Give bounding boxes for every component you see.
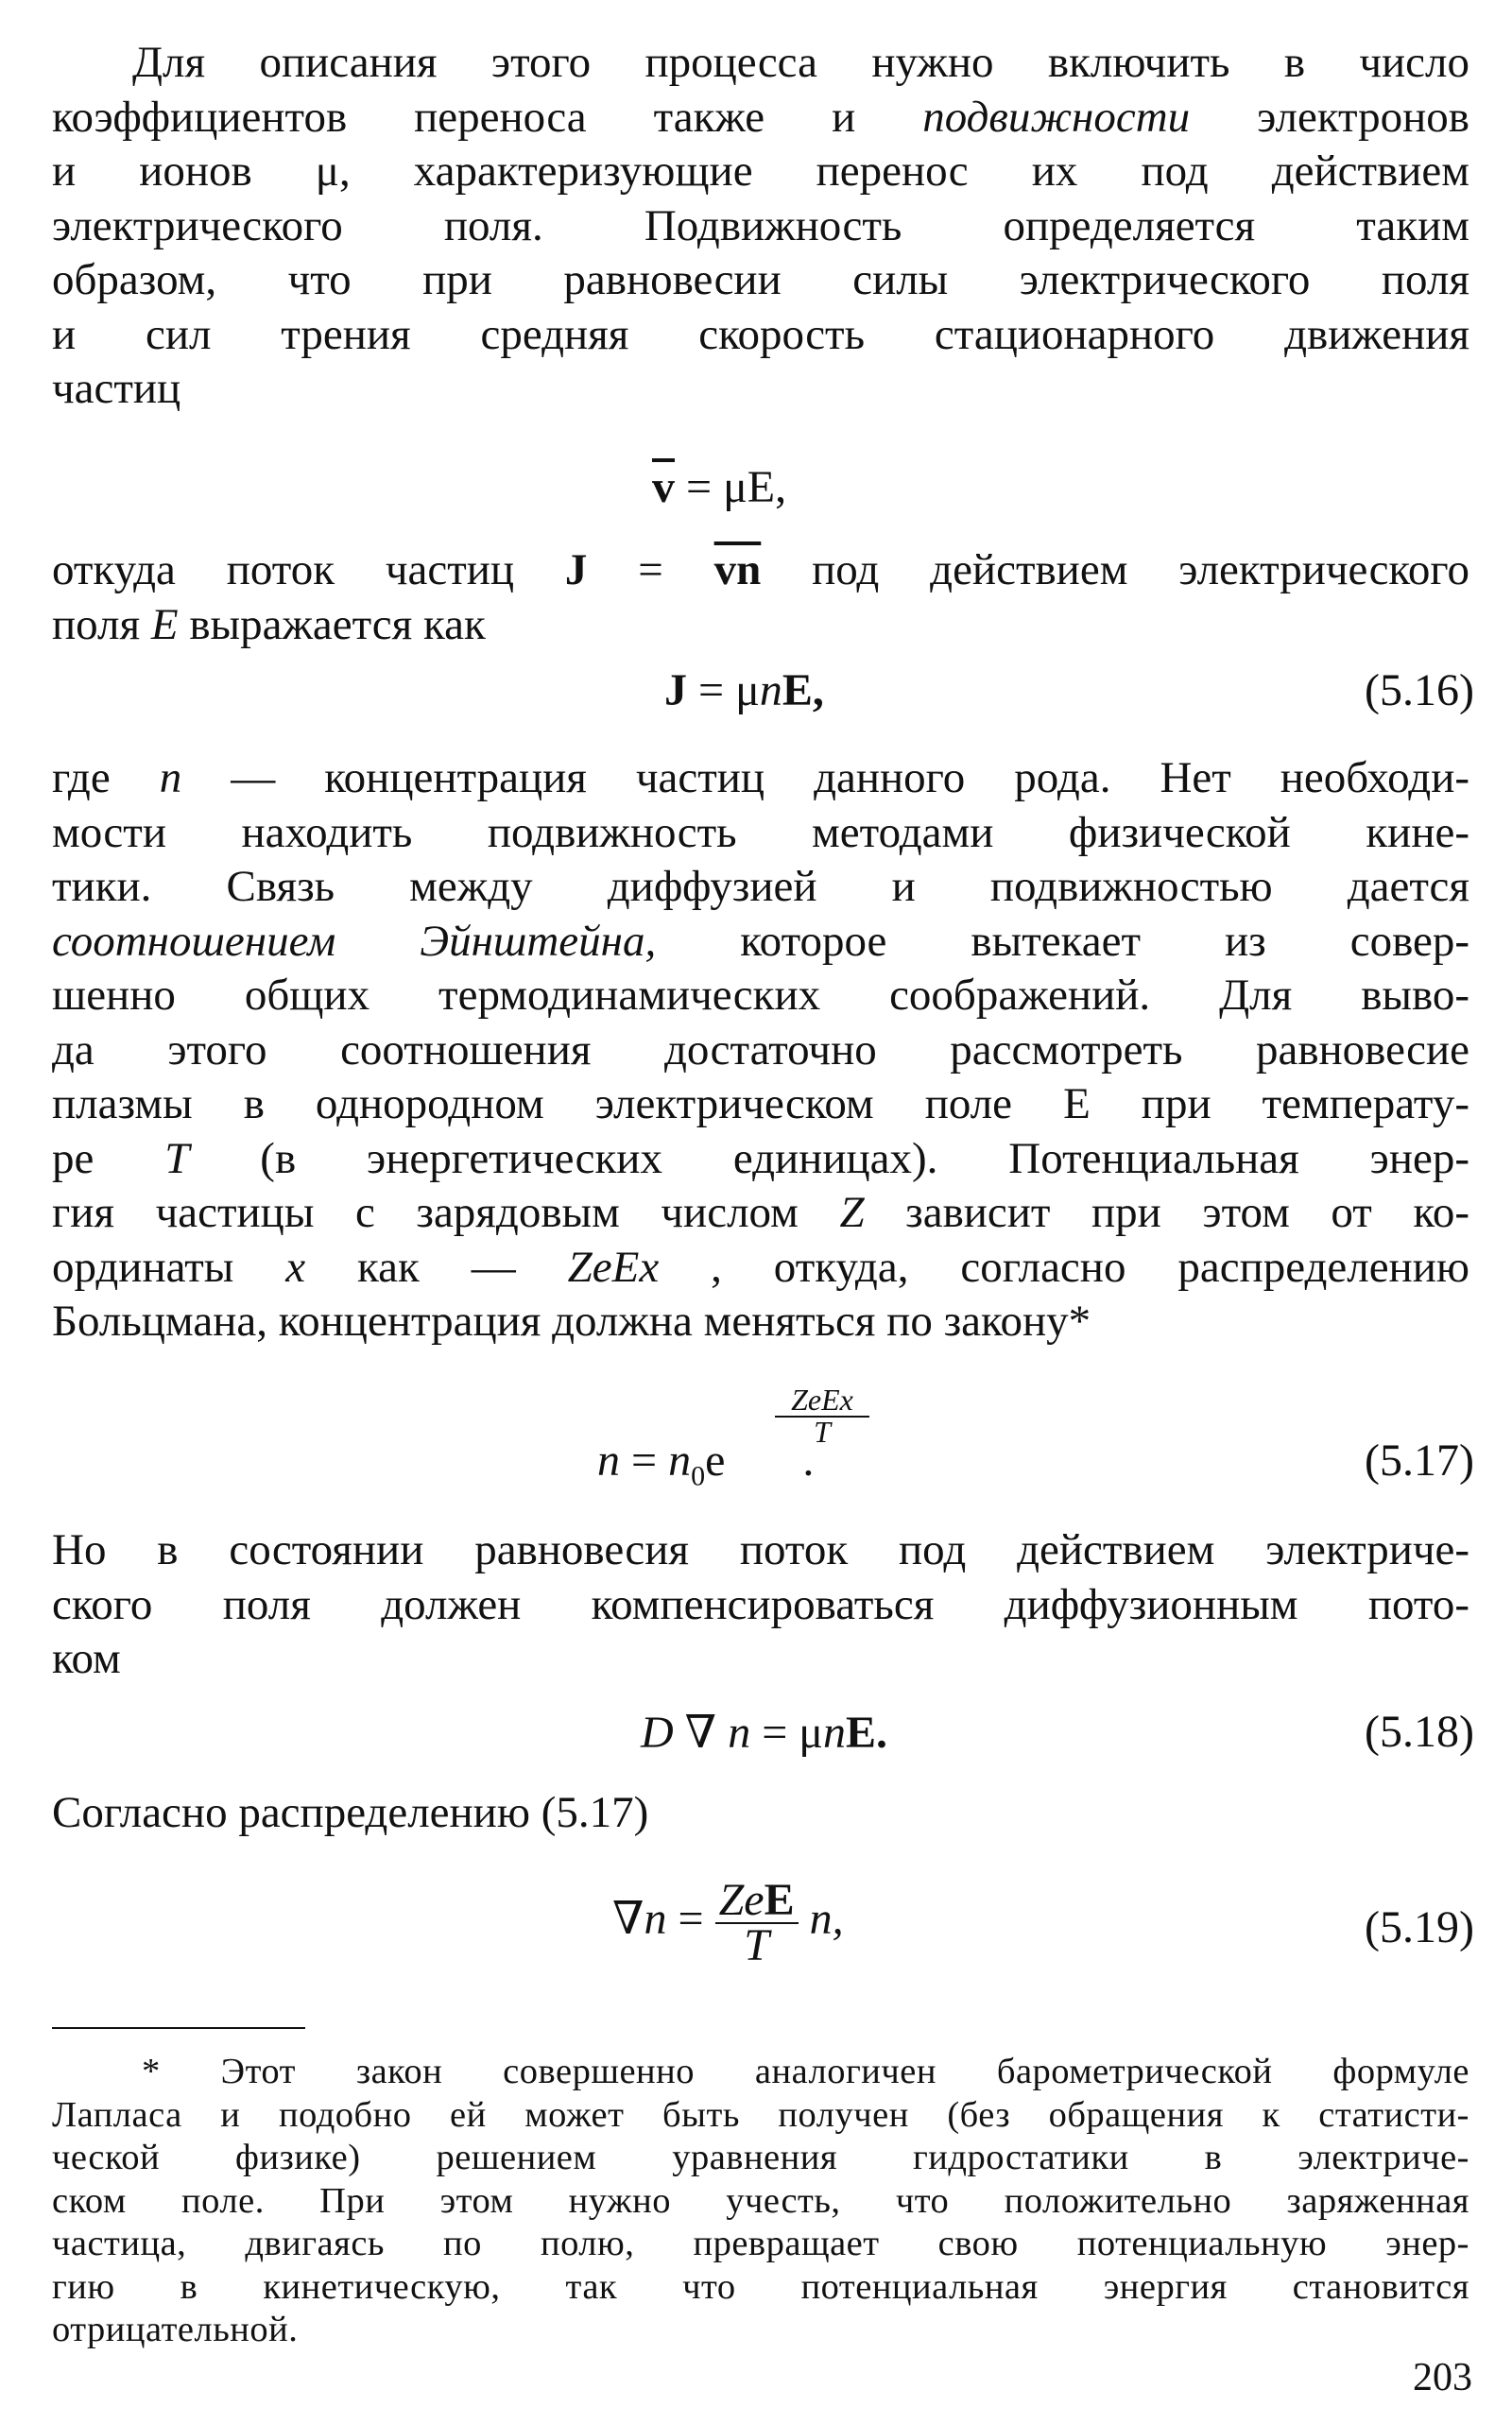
paragraph-according [52, 1786, 1469, 1841]
text-line: Согласно распределению (5.17) [52, 1788, 649, 1837]
text-line: Больцмана, концентрация должна меняться по закону* [52, 1297, 1091, 1346]
paragraph-equilibrium [52, 1523, 1469, 1687]
term-mobility: подвижности [922, 92, 1191, 142]
text-line: шенно общих термодинамических соображений. Для выво- [52, 971, 1469, 1020]
footnote-separator [52, 2027, 305, 2029]
text-line: Но в состоянии равновесия поток под действием электриче- [52, 1525, 1469, 1574]
equation-number-5-16: (5.16) [1365, 665, 1474, 715]
text-line: откуда поток частиц $J = \overline{vn}$ под действием электрического [52, 545, 1469, 594]
paragraph-flux [52, 543, 1469, 652]
paragraph-einstein-relation [52, 751, 1469, 1350]
footnote-line: Лапласа и подобно ей может быть получен (без обращения к статисти- [52, 2094, 1469, 2135]
footnote-line: * Этот закон совершенно аналогичен барометрической формуле [142, 2052, 1469, 2091]
text-line: и сил трения средняя скорость стационарного движения [52, 309, 1469, 359]
text-line: да этого соотношения достаточно рассмотреть равновесие [52, 1024, 1469, 1074]
footnote [52, 2051, 1469, 2352]
text-line: и ионов μ, характеризующие перенос их под действием [52, 146, 1469, 196]
text-line: ординаты x как — ZeEx , откуда, согласно распределению [52, 1242, 1469, 1292]
text-line: поля E выражается как [52, 599, 486, 649]
footnote-line: ском поле. При этом нужно учесть, что положительно заряженная [52, 2180, 1469, 2221]
equation-velocity: $\overline{v} = \mu E$, [652, 462, 787, 512]
footnote-line: гию в кинетическую, так что потенциальная энергия становится [52, 2266, 1469, 2307]
text-line: тики. Связь между диффузией и подвижностью дается [52, 862, 1469, 911]
text-line: ком [52, 1634, 121, 1683]
text-line: образом, что при равновесии силы электрического поля [52, 255, 1469, 304]
text-line: коэффициентов переноса также и подвижности электронов [52, 92, 1469, 142]
equation-number-5-18: (5.18) [1365, 1707, 1474, 1757]
text-line: соотношением Эйнштейна, которое вытекает из совер- [52, 916, 1469, 966]
text-line: ского поля должен компенсироваться диффузионным пото- [52, 1579, 1469, 1629]
equation-5-19: ∇n = $\frac{\text{ZeE}}{T}$ n, [612, 1875, 844, 1970]
fraction: $\frac{\text{ZeE}}{T}$ [715, 1879, 799, 1968]
term-einstein-relation: соотношением Эйнштейна, [52, 916, 657, 966]
text-line: мости находить подвижность методами физической кине- [52, 807, 1469, 857]
equation-number-5-17: (5.17) [1365, 1435, 1474, 1486]
text-line: ре T (в энергетических единицах). Потенциальная энер- [52, 1133, 1469, 1183]
paragraph-mobility-intro [52, 36, 1469, 417]
text-line: частиц [52, 364, 181, 413]
text-line: гия частицы с зарядовым числом Z зависит при этом от ко- [52, 1188, 1469, 1237]
equation-5-16: J = μnE, [664, 665, 824, 715]
footnote-line: частица, двигаясь по полю, превращает свою потенциальную энер- [52, 2224, 1469, 2263]
text-line: где n — концентрация частиц данного рода. Нет необходи- [52, 753, 1469, 802]
equation-5-18: D ∇ n = μnE. [641, 1708, 888, 1758]
footnote-line: отрицательной. [52, 2310, 299, 2349]
equation-number-5-19: (5.19) [1365, 1902, 1474, 1952]
text-line: электрического поля. Подвижность определяется таким [52, 200, 1469, 250]
equation-5-17: $n = n_0e$ . [597, 1435, 815, 1492]
text-line: Для описания этого процесса нужно включить в число [132, 38, 1469, 87]
text-line: плазмы в однородном электрическом поле E при температу- [52, 1079, 1469, 1128]
footnote-line: ческой физике) решением уравнения гидростатики в электриче- [52, 2138, 1469, 2177]
exponent-fraction: ZeEx T [775, 1384, 869, 1446]
page-number: 203 [1413, 2356, 1472, 2399]
